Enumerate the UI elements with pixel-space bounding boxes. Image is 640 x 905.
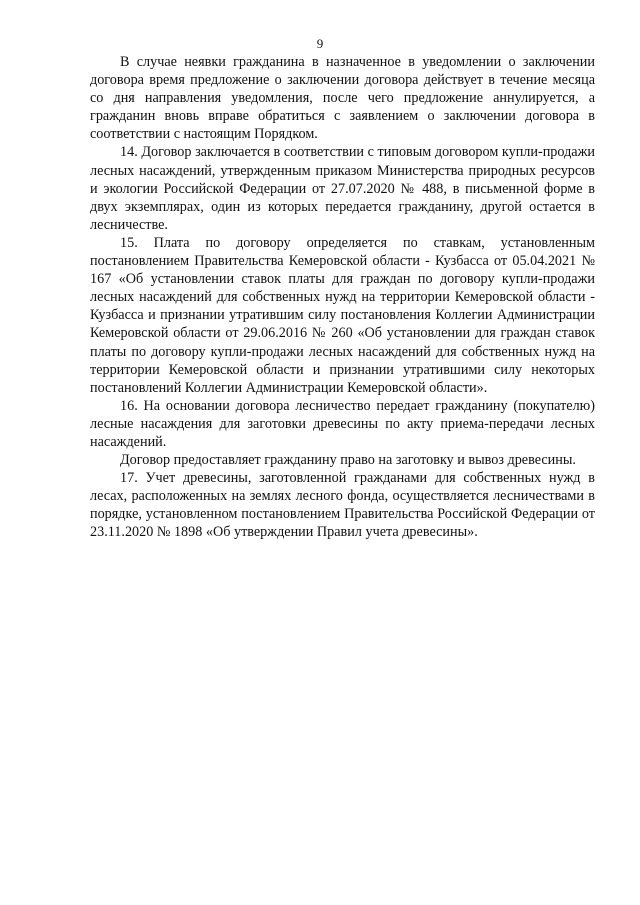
paragraph-16-transfer: 16. На основании договора лесничество передает гражданину (покупателю) лесные насаждения для заготовки древесины по акту приема-передачи лесных насаждений. <box>90 397 595 450</box>
paragraph-17-timber-accounting: 17. Учет древесины, заготовленной гражданами для собственных нужд в лесах, расположенных на землях лесного фонда, осуществляется лесничествами в порядке, установленном постановлением Правительства Российской Федерации от 23.11.2020 № 1898 «Об утверждении Правил учета древесины». <box>90 470 595 541</box>
paragraph-15-payment: 15. Плата по договору определяется по ставкам, установленным постановлением Правительства Кемеровской области - Кузбасса от 05.04.2021 № 167 «Об установлении ставок платы для граждан по договору купли-продажи лесных насаждений для собственных нужд на территории Кемеровской области - Кузбасса и признании утратившим силу постановления Коллегии Администрации Кемеровской области от 29.06.2016 № 260 «Об установлении для граждан ставок платы по договору купли-продажи лесных насаждений для собственных нужд на территории Кемеровской области и признании утратившими силу некоторых постановлений Коллегии Администрации Кемеровской области». <box>90 234 595 396</box>
paragraph-contract-rights: Договор предоставляет гражданину право на заготовку и вывоз древесины. <box>120 452 576 469</box>
paragraph-no-show: В случае неявки гражданина в назначенное в уведомлении о заключении договора время предложение о заключении договора действует в течение месяца со дня направления уведомления, после чего предложение аннулируется, а гражданин вновь вправе обратиться с заявлением о заключении договора в соответствии с настоящим Порядком. <box>90 54 595 143</box>
document-body <box>90 53 595 542</box>
page-number: 9 <box>316 36 324 51</box>
paragraph-14-contract-form: 14. Договор заключается в соответствии с типовым договором купли-продажи лесных насаждений, утвержденным приказом Министерства природных ресурсов и экологии Российской Федерации от 27.07.2020 № 488, в письменной форме в двух экземплярах, один из которых передается гражданину, другой остается в лесничестве. <box>90 144 595 233</box>
